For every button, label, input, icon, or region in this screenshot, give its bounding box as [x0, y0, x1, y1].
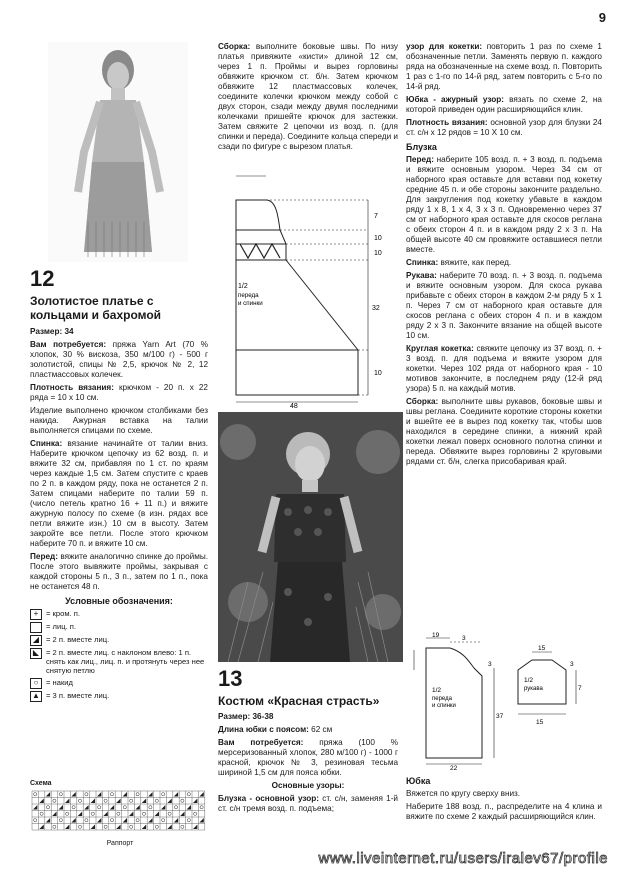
- dim-48: 48: [290, 403, 298, 408]
- skirt-title: Юбка: [406, 776, 431, 786]
- blouse-round-yoke: Круглая кокетка: свяжите цепочку из 37 возд. п. + 3 возд. п. для подъема и вяжите узором для кокетки. Через 102 ряда от наборного края - 10 мотивов закончите, в последнем ряду (12-й ряд узора) 5 п. на каждый мотив.: [406, 343, 602, 393]
- blouse-title: Блузка: [406, 142, 437, 152]
- model12-density: Плотность вязания: крючком - 20 п. х 22 ряда = 10 х 10 см.: [30, 382, 208, 402]
- legend-text: = 2 п. вместе лиц. с наклоном влево: 1 п. снять как лиц., лиц. п. и протянуть через нее снятую петлю: [46, 647, 205, 676]
- model12-assembly: Сборка: выполните боковые швы. По низу платья привяжите «кисти» длиной 12 см, через 1 п. Проймы и вырез горловины обвяжите крючком ст. б/н. Затем крючком обвяжите 12 пластмассовых колечек, соедините колечки крючком между собой с двух сторон, сзади между двумя последними колечками пришейте крючок для застежки. Затем свяжите 2 цепочки из возд. п. (для спинки и переда). Соедините кольца спереди и сзади по фигуре с вырезом платья.: [218, 42, 399, 151]
- model13-density: Плотность вязания: основной узор для блузки 24 ст. с/н х 12 рядов = 10 Х 10 см.: [406, 118, 602, 137]
- model13-size: Размер: 36-38: [218, 712, 274, 722]
- blouse-dim-22: 22: [450, 765, 458, 770]
- model12-column: [30, 268, 208, 704]
- legend-item: [30, 609, 208, 620]
- blouse-diagram-svg: [408, 630, 508, 770]
- blouse-diagram: [408, 630, 508, 770]
- dress-pattern-diagram: [218, 170, 403, 408]
- legend-symbol-icon: ◢: [30, 635, 42, 646]
- blouse-dim-19: 19: [432, 632, 440, 639]
- sleeve-dim-3: 3: [570, 661, 574, 668]
- svg-text:и спинки: и спинки: [432, 703, 456, 709]
- model12-materials: Вам потребуется: пряжа Yarn Art (70 % хлопок, 30 % вискоза, 350 м/100 г) - 500 г золотистой, спицы № 2,5, крючок № 2, 12 пластмассовых колечек.: [30, 339, 209, 379]
- svg-text:рукава: рукава: [524, 686, 543, 692]
- page-number: 9: [598, 10, 606, 25]
- legend-item: [30, 622, 208, 633]
- model13-number: 13: [218, 666, 243, 691]
- model12-front: Перед: вяжите аналогично спинке до проймы. После этого вывяжите проймы, закрывая с каждой стороны 5 п., 3 п., затем по 1 п., пока не останется 48 п.: [30, 551, 208, 591]
- dress-pattern-svg: [218, 170, 403, 408]
- legend-symbol-icon: [30, 622, 42, 633]
- svg-text:1/2: 1/2: [524, 677, 534, 684]
- legend-item: [30, 678, 208, 689]
- dim-10c: 10: [374, 370, 382, 377]
- model13-skirt-length: Длина юбки с поясом: 62 см: [218, 725, 333, 735]
- model12-size: Размер: 34: [30, 326, 74, 336]
- suit-photo: [218, 412, 403, 662]
- svg-text:переда: переда: [238, 292, 259, 299]
- legend-symbol-icon: ○: [30, 678, 42, 689]
- skirt-section: [406, 772, 602, 825]
- svg-text:и спинки: и спинки: [238, 300, 263, 307]
- dress-photo: [48, 42, 188, 262]
- model12-title: Золотистое платье с кольцами и бахромой: [30, 294, 162, 323]
- scheme: [30, 780, 210, 848]
- legend-item: [30, 691, 208, 702]
- sleeve-diagram-svg: [512, 642, 602, 742]
- legend-symbol-icon: ▲: [30, 691, 42, 702]
- scheme-label: Схема: [30, 780, 52, 787]
- blouse-sleeves: Рукава: наберите 70 возд. п. + 3 возд. п. подъема и вяжите основным узором. Для скоса рукава прибавьте с обеих сторон в каждом 2-м ряду 5 х 1 п. Через 7 см от наборного края оставьте для скосов реглана с обеих сторон 4 п. и в каждом ряду 2 х 3 п. Закончите вязание на общей высоте 10 см.: [406, 270, 602, 340]
- sleeve-dim-15a: 15: [538, 645, 546, 652]
- dress-photo-image: [48, 42, 188, 262]
- model12-intro: Изделие выполнено крючком столбиками без накида. Ажурная вставка на талии выполняется спицами по схеме.: [30, 405, 208, 435]
- sleeve-dim-7: 7: [578, 685, 582, 692]
- model12-back: Спинка: вязание начинайте от талии вниз. Наберите крючком цепочку из 62 возд. п. и вяжите 32 см, прибавляя по 1 ст. по краям через каждые 1,5 см. Затем спустите с краев по 2 п. в каждом ряду, пока не останется 2 п. Затем спицами наберите по талии 59 п. (число петель кратно 16 + 11 п.) и вяжите ажурную полосу по схеме (в изн. рядах все петли вяжите изн.) 10 см в высоту. Затем закройте все петли. После этого крючком наберите 70 п. и вяжите 10 см.: [30, 438, 209, 548]
- model13-patterns-label: Основные узоры:: [271, 781, 345, 791]
- blouse-dim-37: 37: [496, 713, 504, 720]
- dim-7: 7: [374, 213, 378, 220]
- model13-materials: Вам потребуется: пряжа (100 % мерсеризованный хлопок, 280 м/100 г) - 1000 г красной, крючок № 3, резиновая тесьма шириной 1,5 см для пояса юбки.: [218, 738, 399, 778]
- dim-10a: 10: [374, 235, 382, 242]
- skirt-intro: Вяжется по кругу сверху вниз.: [406, 788, 521, 798]
- legend-title: Условные обозначения:: [65, 595, 173, 606]
- legend-text: = 3 п. вместе лиц.: [46, 690, 110, 700]
- legend-text: = кром. п.: [46, 608, 80, 618]
- skirt-text: Наберите 188 возд. п., распределите на 4 клина и вяжите по схеме 2 каждый расширяющийся клин.: [406, 801, 602, 821]
- svg-text:переда: переда: [432, 696, 452, 702]
- legend-text: = накид: [46, 677, 73, 687]
- model13-skirt-pattern: Юбка - ажурный узор: вязать по схеме 2, на которой приведен один расширяющийся клин.: [406, 95, 602, 114]
- model13-blouse-pattern: Блузка - основной узор: ст. с/н, заменяя 1-й ст. с/н тремя возд. п. подъема;: [218, 794, 398, 814]
- legend-text: = лиц. п.: [46, 621, 77, 631]
- rapport-label: Раппорт: [106, 839, 134, 847]
- legend-symbol-icon: ◣: [30, 648, 42, 659]
- model13-title: Костюм «Красная страсть»: [218, 694, 380, 708]
- model13-right-column: [406, 42, 602, 470]
- dim-10b: 10: [374, 250, 382, 257]
- suit-photo-image: [218, 412, 403, 662]
- legend-item: [30, 635, 208, 646]
- sleeve-dim-15b: 15: [536, 719, 544, 726]
- model12-number: 12: [30, 266, 55, 291]
- blouse-assembly: Сборка: выполните швы рукавов, боковые швы и швы реглана. Соедините короткие стороны кокетки и вшейте ее в вырез под кокетку так, чтобы шов находился в середине спинки, а нижний край кокетки лежал поверх основного полотна спинки и переда. Обвяжите вырез горловины 2 круговыми рядами ст. б/н, слегка присобаривая край.: [406, 396, 602, 466]
- watermark: www.liveinternet.ru/users/iralev67/profile: [318, 849, 608, 867]
- blouse-dim-3b: 3: [488, 661, 492, 668]
- dim-32: 32: [372, 305, 380, 312]
- model13-column: [218, 668, 398, 817]
- legend-symbol-icon: +: [30, 609, 42, 620]
- legend-list: [30, 609, 208, 702]
- model13-yoke: узор для кокетки: повторить 1 раз по схеме 1 обозначенные петли. Заменять первую п. каждого ряда на обозначенные на схеме возд. п. Повторить 1 раз с 1-го по 14-й ряд, затем повторить с 5-го по 14-й ряд.: [406, 42, 602, 91]
- svg-text:1/2: 1/2: [432, 687, 442, 694]
- legend-text: = 2 п. вместе лиц.: [46, 634, 110, 644]
- sleeve-diagram: [512, 642, 602, 742]
- diagram1-label: 1/2: [238, 283, 248, 290]
- scheme-grid: [30, 789, 208, 839]
- blouse-dim-3a: 3: [462, 635, 466, 642]
- blouse-front: Перед: наберите 105 возд. п. + 3 возд. п. подъема и вяжите основным узором. Через 34 см от наборного края оставьте для вставки под кокетку средние 45 п. и обе стороны закончите раздельно. Для закругления под кокетку убавьте в каждом ряду 1 х 8, 1 х 4, 3 х 3 п. Одновременно через 37 см от наборного края оставьте для скосов реглана с обеих сторон 4 п. и в каждом ряду 2 х 3 п. На общей высоте 40 см провяжите оставшиеся петли вместе.: [406, 154, 602, 254]
- legend: [30, 596, 208, 702]
- legend-item: [30, 648, 208, 676]
- blouse-back: Спинка: вяжите, как перед.: [406, 257, 512, 267]
